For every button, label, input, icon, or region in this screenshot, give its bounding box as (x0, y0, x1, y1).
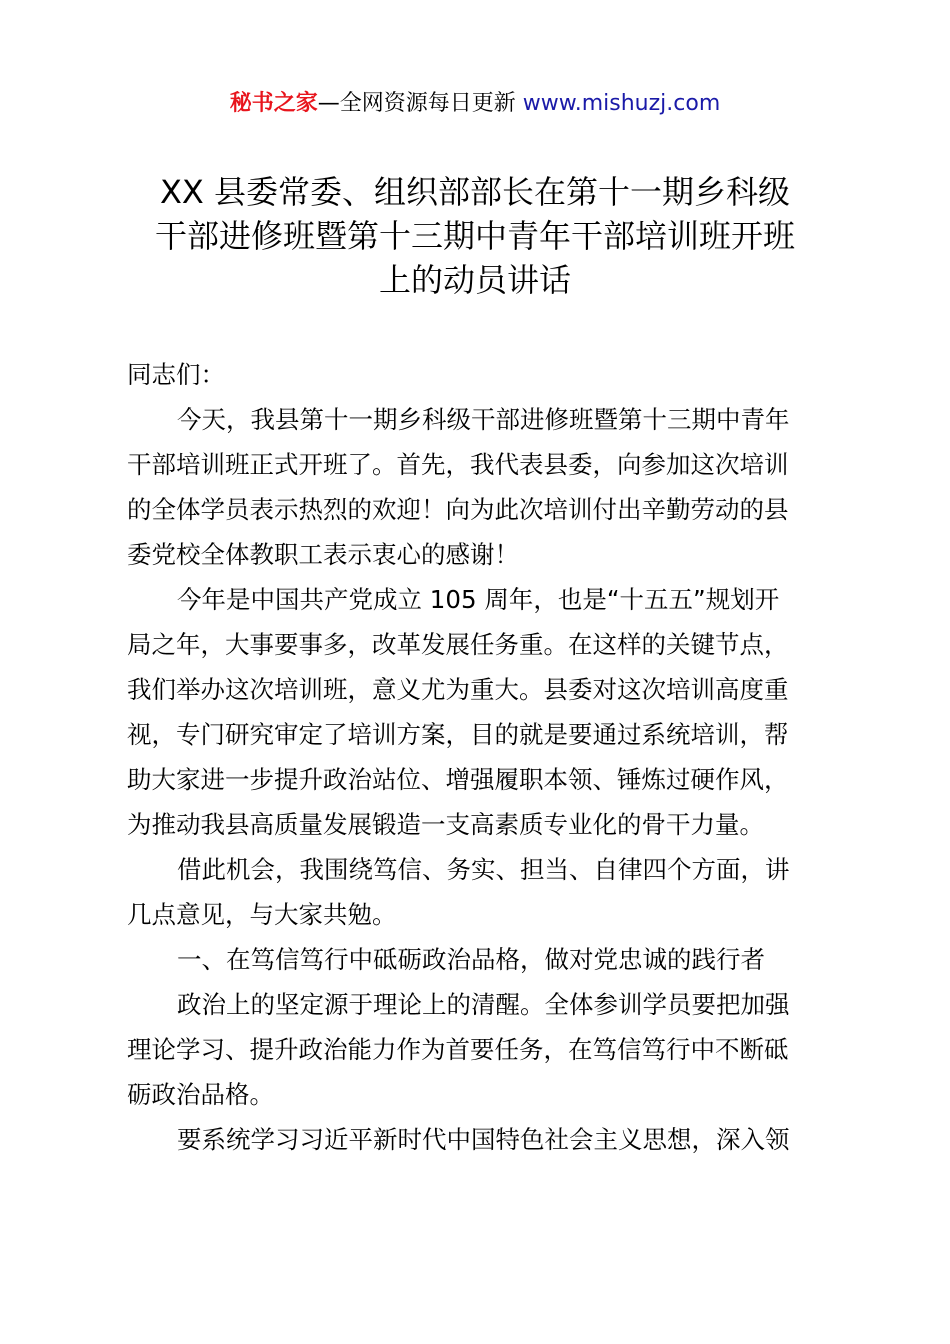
salutation: 同志们： (127, 360, 225, 389)
site-tagline: —全网资源每日更新 (317, 91, 516, 116)
text-line: 政治上的坚定源于理论上的清醒。全体参训学员要把加强 (177, 990, 790, 1019)
site-brand: 秘书之家 (229, 91, 318, 116)
text-line: 一、在笃信笃行中砥砺政治品格，做对党忠诚的践行者 (177, 945, 765, 974)
text-line: 干部培训班正式开班了。首先，我代表县委，向参加这次培训 (127, 450, 789, 479)
site-url-link[interactable]: www.mishuzj.com (522, 91, 721, 116)
document-title (100, 170, 850, 302)
paragraph-context (127, 577, 837, 847)
title-line: XX 县委常委、组织部部长在第十一期乡科级 (159, 173, 791, 211)
paragraph-study (127, 1117, 837, 1162)
document-body (127, 352, 837, 1162)
text-line: 局之年，大事要事多，改革发展任务重。在这样的关键节点， (127, 630, 789, 659)
site-header (0, 88, 950, 120)
text-line: 借此机会，我围绕笃信、务实、担当、自律四个方面，讲 (177, 855, 790, 884)
paragraph-political (127, 982, 837, 1117)
paragraph-welcome (127, 397, 837, 577)
title-line: 干部进修班暨第十三期中青年干部培训班开班 (154, 217, 795, 255)
text-line: 为推动我县高质量发展锻造一支高素质专业化的骨干力量。 (127, 810, 764, 839)
text-line: 几点意见，与大家共勉。 (127, 900, 397, 929)
text-line: 要系统学习习近平新时代中国特色社会主义思想，深入领 (177, 1125, 790, 1154)
text-line: 我们举办这次培训班，意义尤为重大。县委对这次培训高度重 (127, 675, 789, 704)
text-line: 今年是中国共产党成立 105 周年，也是“十五五”规划开 (177, 585, 780, 614)
text-line: 今天，我县第十一期乡科级干部进修班暨第十三期中青年 (177, 405, 790, 434)
section-heading-1 (127, 937, 837, 982)
text-line: 砺政治品格。 (127, 1080, 274, 1109)
title-line: 上的动员讲话 (378, 261, 571, 299)
text-line: 理论学习、提升政治能力作为首要任务，在笃信笃行中不断砥 (127, 1035, 789, 1064)
paragraph-outline (127, 847, 837, 937)
text-line: 助大家进一步提升政治站位、增强履职本领、锤炼过硬作风， (127, 765, 789, 794)
text-line: 视，专门研究审定了培训方案，目的就是要通过系统培训，帮 (127, 720, 789, 749)
text-line: 委党校全体教职工表示衷心的感谢！ (127, 540, 519, 569)
text-line: 的全体学员表示热烈的欢迎！向为此次培训付出辛勤劳动的县 (127, 495, 789, 524)
